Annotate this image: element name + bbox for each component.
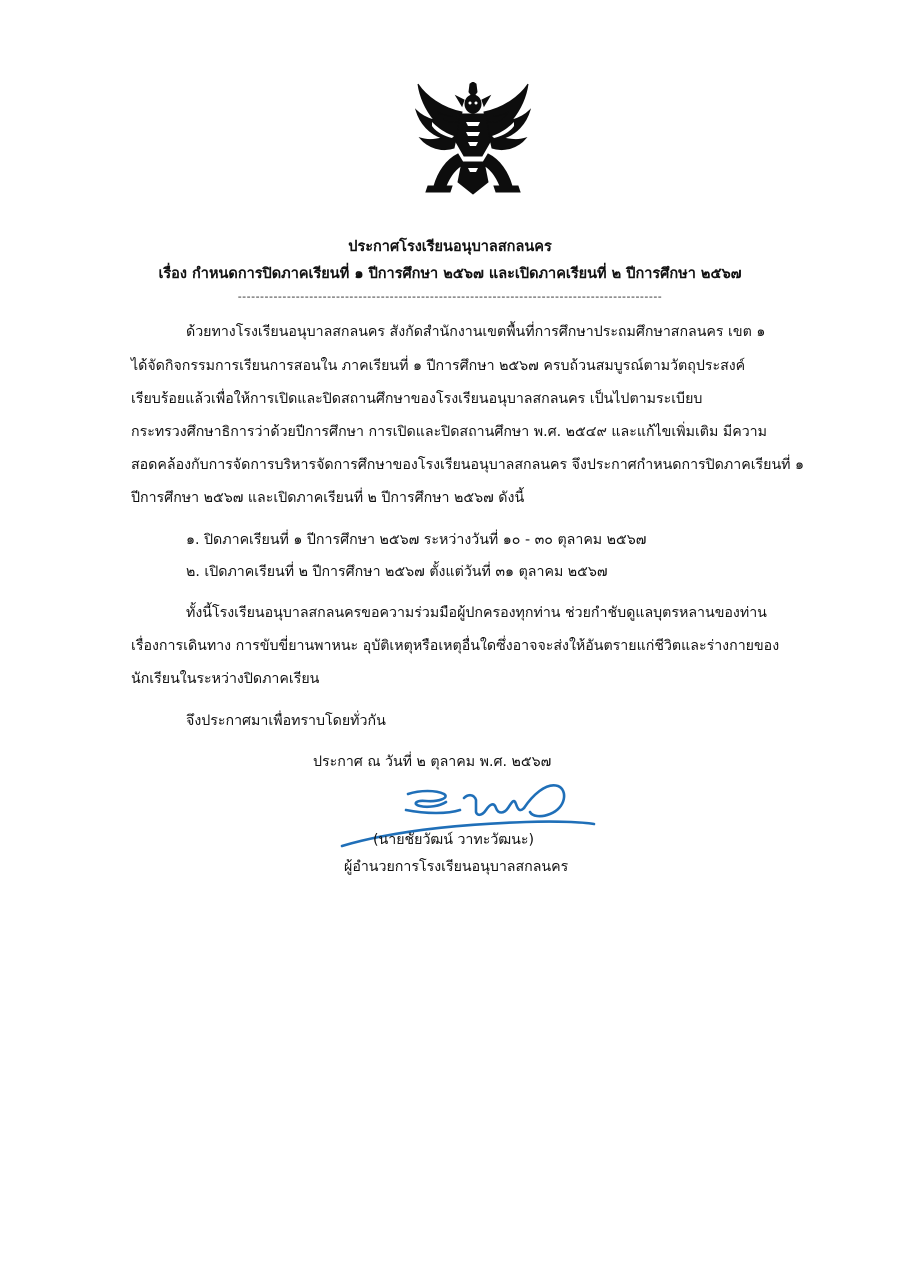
announcement-title: ประกาศโรงเรียนอนุบาลสกลนคร [348,239,552,255]
paragraph-2-line: ทั้งนี้โรงเรียนอนุบาลสกลนครขอความร่วมมือผู้ปกครองทุกท่าน ช่วยกำชับดูแลบุตรหลานของท่าน [186,605,767,621]
announcement-subject: เรื่อง กำหนดการปิดภาคเรียนที่ ๑ ปีการศึกษา ๒๕๖๗ และเปิดภาคเรียนที่ ๒ ปีการศึกษา ๒๕๖๗ [158,266,742,282]
paragraph-1-line: ด้วยทางโรงเรียนอนุบาลสกลนคร สังกัดสำนักงานเขตพื้นที่การศึกษาประถมศึกษาสกลนคร เขต ๑ [186,324,766,340]
paragraph-1-line: ปีการศึกษา ๒๕๖๗ และเปิดภาคเรียนที่ ๒ ปีการศึกษา ๒๕๖๗ ดังนี้ [131,490,525,506]
garuda-emblem-icon [412,82,534,200]
paragraph-1-line: สอดคล้องกับการจัดการบริหารจัดการศึกษาของโรงเรียนอนุบาลสกลนคร จึงประกาศกำหนดการปิดภาคเรียนที่ ๑ [131,457,805,473]
paragraph-2-line: นักเรียนในระหว่างปิดภาคเรียน [131,671,320,687]
paragraph-1-line: เรียบร้อยแล้วเพื่อให้การเปิดและปิดสถานศึกษาของโรงเรียนอนุบาลสกลนคร เป็นไปตามระเบียบ [131,391,703,407]
title-separator: ----------------------------------------------------------------------------------------------- [237,290,663,303]
paragraph-1-line: ได้จัดกิจกรรมการเรียนการสอนใน ภาคเรียนที่ ๑ ปีการศึกษา ๒๕๖๗ ครบถ้วนสมบูรณ์ตามวัตถุประสงค์ [131,358,746,374]
paragraph-1-line: กระทรวงศึกษาธิการว่าด้วยปีการศึกษา การเปิดและปิดสถานศึกษา พ.ศ. ๒๕๔๙ และแก้ไขเพิ่มเติม มีความ [131,424,767,440]
signatory-name: (นายชัยวัฒน์ วาทะวัฒนะ) [373,832,534,848]
schedule-item: ๑. ปิดภาคเรียนที่ ๑ ปีการศึกษา ๒๕๖๗ ระหว่างวันที่ ๑๐ - ๓๐ ตุลาคม ๒๕๖๗ [186,532,647,548]
paragraph-2-line: เรื่องการเดินทาง การขับขี่ยานพาหนะ อุบัติเหตุหรือเหตุอื่นใดซึ่งอาจจะส่งให้อันตรายแก่ชีวิตและร่างกายของ [131,638,780,654]
signatory-position: ผู้อำนวยการโรงเรียนอนุบาลสกลนคร [344,859,569,875]
closing-statement: จึงประกาศมาเพื่อทราบโดยทั่วกัน [186,713,386,729]
schedule-item: ๒. เปิดภาคเรียนที่ ๒ ปีการศึกษา ๒๕๖๗ ตั้งแต่วันที่ ๓๑ ตุลาคม ๒๕๖๗ [186,564,608,580]
announcement-date: ประกาศ ณ วันที่ ๒ ตุลาคม พ.ศ. ๒๕๖๗ [313,754,552,770]
